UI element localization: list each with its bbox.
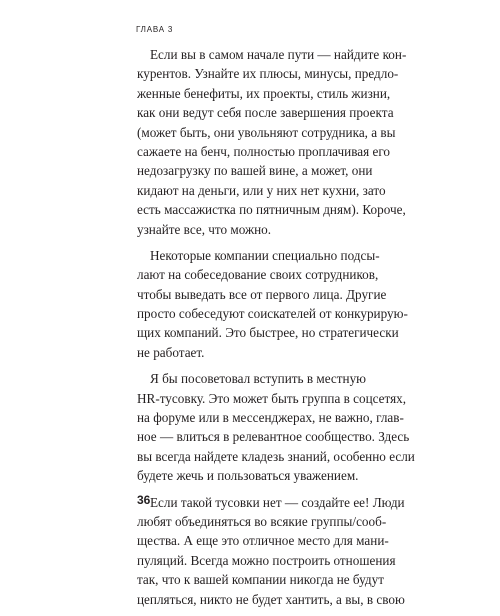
text-line: узнайте все, что можно. — [137, 221, 272, 237]
paragraph-4 — [137, 493, 405, 609]
text-line: пуляций. Всегда можно построить отношения — [137, 552, 396, 568]
text-line: есть массажистка по пятничным дням). Короче, — [137, 202, 406, 218]
text-line: HR-тусовку. Это может быть группа в соцсетях, — [137, 390, 407, 406]
text-line: лают на собеседование своих сотрудников, — [137, 267, 379, 283]
text-line: на форуме или в мессенджерах, не важно, глав- — [137, 410, 404, 426]
text-line: вы всегда найдете кладезь знаний, особенно если — [137, 448, 415, 464]
paragraph-2 — [137, 246, 408, 362]
text-line: Если такой тусовки нет — создайте ее! Люди — [150, 494, 405, 510]
text-line: просто собеседуют соискателей от конкурирую- — [137, 306, 408, 322]
text-line: любят объединяться во всякие группы/сооб- — [137, 513, 387, 529]
text-line: чтобы выведать все от первого лица. Другие — [137, 286, 387, 302]
page-number: 36 — [137, 493, 151, 507]
text-line: (может быть, они увольняют сотрудника, а вы — [137, 124, 396, 140]
body-text — [137, 45, 415, 616]
text-line: курентов. Узнайте их плюсы, минусы, предло- — [137, 66, 399, 82]
text-line: так, что к вашей компании никогда не будут — [137, 572, 384, 588]
text-line: цепляться, никто не будет хантить, а вы, в свою — [137, 591, 405, 607]
running-head: ГЛАВА 3 — [136, 25, 174, 34]
paragraph-1 — [137, 45, 407, 239]
text-line: недозагрузку по вашей вине, а может, они — [137, 163, 373, 179]
text-line: как они ведут себя после завершения проекта — [137, 105, 394, 121]
text-line: Некоторые компании специально подсы- — [150, 247, 380, 263]
paragraph-3 — [137, 369, 415, 485]
text-line: Если вы в самом начале пути — найдите кон- — [150, 47, 407, 62]
text-line: женные бенефиты, их проекты, стиль жизни, — [137, 85, 391, 101]
text-line: Я бы посоветовал вступить в местную — [150, 371, 367, 387]
text-line: щих компаний. Это быстрее, но стратегически — [137, 325, 399, 341]
text-line: кидают на деньги, или у них нет кухни, зато — [137, 182, 386, 198]
text-line: сажаете на бенч, полностью проплачивая его — [137, 143, 390, 159]
text-line: будете жечь и пользоваться уважением. — [137, 468, 359, 484]
text-line: не работает. — [137, 344, 205, 360]
text-line: щества. А еще это отличное место для мани- — [137, 533, 389, 549]
text-line: ное — влиться в релевантное сообщество. Здесь — [137, 429, 410, 445]
